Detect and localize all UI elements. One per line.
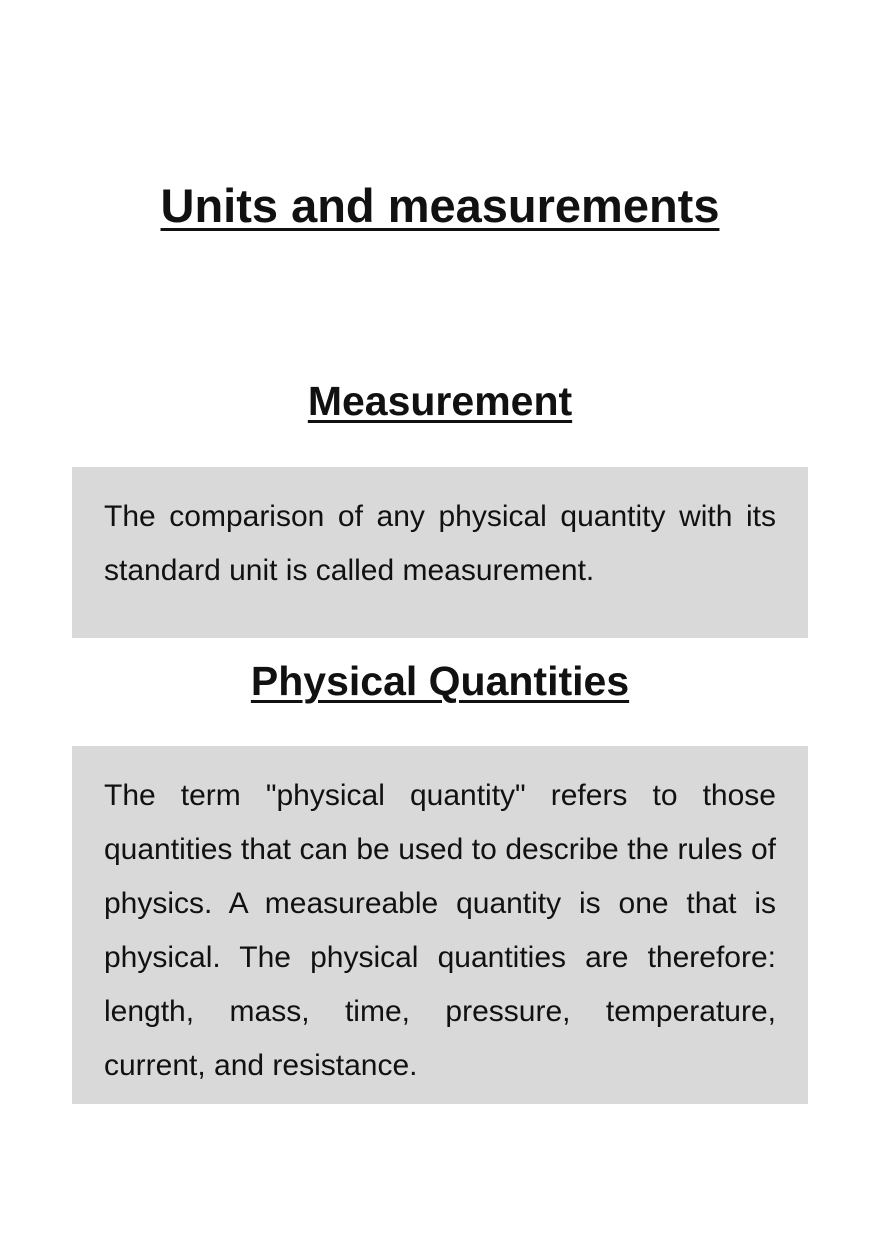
definition-text-physical-quantities: The term "physical quantity" refers to those quantities that can be used to describe the rules of physics. A measureable quantity is one that is physical. The physical quantities are therefore: length, mass, time, pressure, temperature, current, and resistance. xyxy=(104,779,776,1082)
page-title: Units and measurements xyxy=(160,179,720,232)
section-heading-physical-quantities: Physical Quantities xyxy=(250,658,630,704)
definition-box-measurement xyxy=(72,467,808,638)
section-heading-measurement: Measurement xyxy=(307,378,573,424)
definition-text-measurement: The comparison of any physical quantity with its standard unit is called measurement. xyxy=(104,500,776,587)
definition-box-physical-quantities xyxy=(72,746,808,1104)
